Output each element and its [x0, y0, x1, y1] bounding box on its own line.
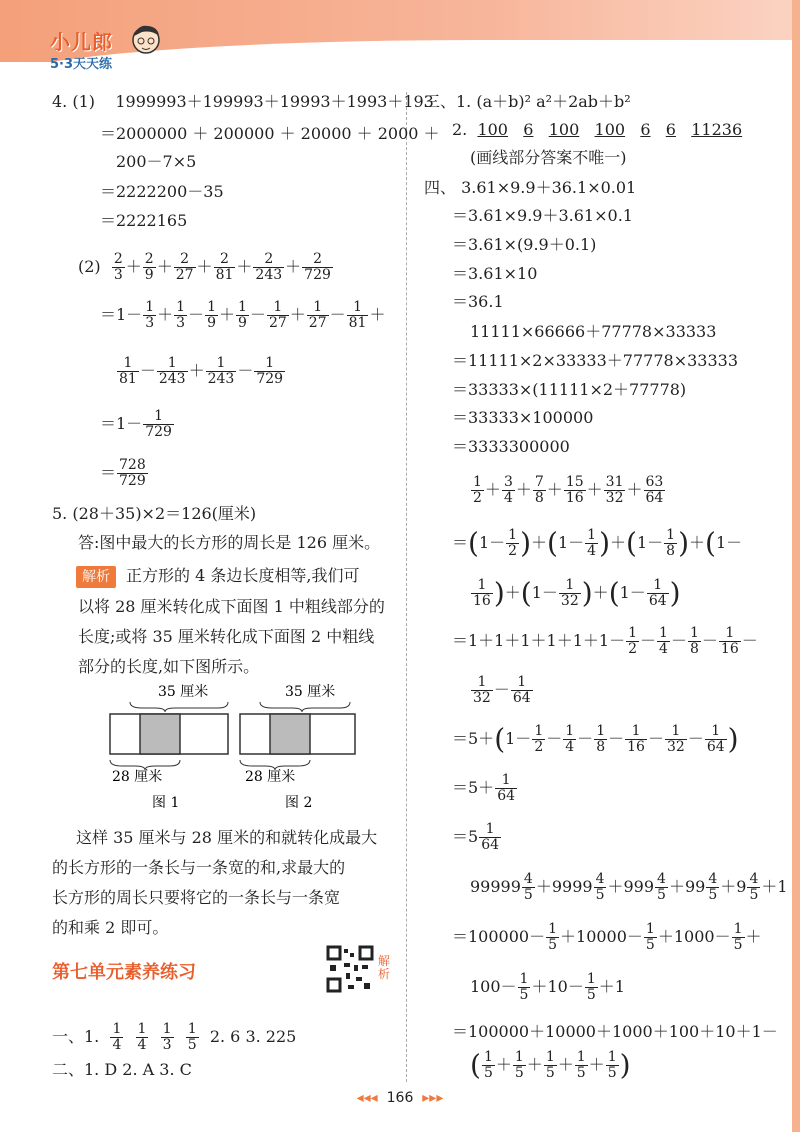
fraction: $\frac{1}{32}$: [473, 674, 491, 706]
fig1-caption: 图 1: [152, 795, 180, 811]
r-line-16: $\frac{1}{16}$ )＋(1－ $\frac{1}{32}$ )＋(1－ $\frac{1}{64}$ ): [473, 576, 681, 610]
fraction: $\frac{4}{5}$: [657, 871, 666, 903]
fraction: $\frac{1}{4}$: [659, 625, 668, 657]
q4b-line-3: $\frac{1}{81}$ － $\frac{1}{243}$ ＋ $\frac{1}{243}$ － $\frac{1}{729}$: [119, 355, 284, 387]
qr-label: 解析: [378, 954, 391, 981]
fraction: $\frac{1}{5}$: [645, 921, 655, 953]
fraction: $\frac{1}{729}$: [145, 408, 172, 440]
fraction: $\frac{3}{4}$: [503, 474, 513, 506]
fraction: $\frac{1}{5}$: [187, 1021, 197, 1053]
r-line-8: ＝36.1: [452, 292, 504, 311]
brand-logo: [50, 26, 113, 72]
q5-answer: 答:图中最大的长方形的周长是 126 厘米。: [78, 533, 381, 552]
fraction: $\frac{2}{27}$: [175, 251, 194, 283]
fraction: $\frac{1}{64}$: [648, 577, 667, 609]
fig2-caption: 图 2: [285, 795, 313, 811]
fraction: $\frac{1}{27}$: [308, 299, 327, 331]
q5-explain-4: 部分的长度,如下图所示。: [78, 657, 260, 676]
fraction: $\frac{1}{5}$: [548, 921, 558, 953]
fig2-bottom-label: 28 厘米: [245, 769, 296, 785]
q5-explain-7: 长方形的周长只要将它的一条长与一条宽: [52, 888, 341, 907]
q4b-line-1: (2) $\frac{2}{3}$ ＋ $\frac{2}{9}$ ＋ $\frac{2}{27}$ ＋ $\frac{2}{81}$ ＋ $\frac{2}{243}$ ＋ $\frac{2}{729}$: [78, 251, 331, 283]
fraction: $\frac{1}{4}$: [137, 1021, 147, 1053]
q4-line-2: ＝2000000 ＋ 200000 ＋ 20000 ＋ 2000 ＋: [100, 124, 440, 143]
r-line-15: ＝(1－ $\frac{1}{2}$ )＋(1－ $\frac{1}{4}$ )＋(1－ $\frac{1}{8}$ )＋(1－: [452, 526, 743, 560]
q4b-line-2: ＝1－ $\frac{1}{3}$ ＋ $\frac{1}{3}$ － $\frac{1}{9}$ ＋ $\frac{1}{9}$ － $\frac{1}{27}$ ＋ $\frac{1}{27}$ － $\frac{1}{81}$ ＋: [100, 299, 386, 331]
fraction: $\frac{4}{5}$: [523, 871, 533, 903]
fraction: $\frac{1}{64}$: [497, 772, 516, 804]
fraction: $\frac{4}{5}$: [595, 871, 605, 903]
fraction: $\frac{7}{8}$: [534, 474, 544, 506]
fraction: $\frac{1}{81}$: [119, 355, 137, 387]
r-line-5: ＝3.61×9.9＋3.61×0.1: [452, 206, 633, 225]
fig1-square: [140, 714, 180, 754]
fraction: $\frac{1}{8}$: [666, 527, 676, 559]
fraction: $\frac{1}{5}$: [576, 1049, 586, 1081]
fraction: $\frac{31}{32}$: [605, 474, 624, 506]
fraction: $\frac{1}{5}$: [607, 1049, 617, 1081]
r-line-12: ＝33333×100000: [452, 408, 594, 427]
r-line-22: 99999 $\frac{4}{5}$ ＋9999 $\frac{4}{5}$ ＋999 $\frac{4}{5}$ ＋99 $\frac{4}{5}$ ＋9 $\frac{4}{5}$ ＋1: [470, 871, 788, 903]
r-line-20: ＝5＋ $\frac{1}{64}$: [452, 772, 516, 804]
side-bar: [792, 0, 800, 1132]
r-line-2: 2. 100 6 100 100 6 6 11236: [452, 120, 743, 139]
r-line-10: ＝11111×2×33333＋77778×33333: [452, 351, 738, 370]
q5-explain-6: 的长方形的一条长与一条宽的和,求最大的: [52, 858, 346, 877]
fraction: $\frac{1}{3}$: [162, 1021, 172, 1053]
next-arrows-icon: ▸▸▸: [422, 1090, 444, 1106]
fraction: $\frac{1}{243}$: [207, 355, 235, 387]
fraction: $\frac{1}{2}$: [628, 625, 638, 657]
r-line-7: ＝3.61×10: [452, 264, 538, 283]
r-line-4: 四、 3.61×9.9＋36.1×0.01: [424, 178, 637, 197]
fraction: $\frac{1}{2}$: [534, 723, 544, 755]
logo-title: 小儿郎: [50, 30, 113, 54]
fraction: $\frac{15}{16}$: [565, 474, 584, 506]
fraction: $\frac{1}{81}$: [348, 299, 367, 331]
q4b-line-5: ＝ $\frac{728}{729}$: [100, 457, 146, 489]
q4-line-3: 200－7×5: [116, 152, 197, 171]
r-line-14: $\frac{1}{2}$ ＋ $\frac{3}{4}$ ＋ $\frac{7}{8}$ ＋ $\frac{15}{16}$ ＋ $\frac{31}{32}$ ＋ $\frac{63}{64}$: [473, 474, 664, 506]
fraction: $\frac{1}{5}$: [545, 1049, 555, 1081]
r-line-1: 三、1. (a＋b)² a²＋2ab＋b²: [424, 92, 631, 111]
fraction: $\frac{4}{5}$: [708, 871, 718, 903]
fig1-bottom-label: 28 厘米: [112, 769, 163, 785]
fraction: $\frac{1}{5}$: [733, 921, 743, 953]
fraction: $\frac{1}{243}$: [158, 355, 186, 387]
fig2-top-label: 35 厘米: [285, 684, 336, 700]
fig1-top-label: 35 厘米: [158, 684, 209, 700]
r-line-23: ＝100000－ $\frac{1}{5}$ ＋10000－ $\frac{1}{5}$ ＋1000－ $\frac{1}{5}$ ＋: [452, 921, 762, 953]
fraction: $\frac{1}{64}$: [706, 723, 725, 755]
fraction: $\frac{4}{5}$: [749, 871, 759, 903]
r-line-19: ＝5＋(1－ $\frac{1}{2}$ － $\frac{1}{4}$ － $\frac{1}{8}$ － $\frac{1}{16}$ － $\frac{1}{32}$ － $\frac{1}{64}$ ): [452, 722, 739, 756]
fraction: $\frac{2}{9}$: [144, 251, 154, 283]
r-line-17: ＝1＋1＋1＋1＋1＋1－ $\frac{1}{2}$ － $\frac{1}{4}$ － $\frac{1}{8}$ － $\frac{1}{16}$ －: [452, 625, 758, 657]
fraction: $\frac{63}{64}$: [645, 474, 664, 506]
fraction: $\frac{2}{3}$: [113, 251, 123, 283]
q5-line-1: 5. (28＋35)×2＝126(厘米): [52, 504, 257, 523]
section-title: 第七单元素养练习: [52, 962, 196, 983]
fraction: $\frac{1}{729}$: [256, 355, 284, 387]
fraction: $\frac{1}{27}$: [268, 299, 287, 331]
logo-subtitle: 5·3天天练: [50, 57, 113, 72]
r-line-26: ( $\frac{1}{5}$ ＋ $\frac{1}{5}$ ＋ $\frac{1}{5}$ ＋ $\frac{1}{5}$ ＋ $\frac{1}{5}$ ): [470, 1048, 631, 1082]
fraction: $\frac{1}{64}$: [481, 821, 500, 853]
fraction: $\frac{728}{729}$: [119, 457, 146, 489]
fraction: $\frac{1}{9}$: [207, 299, 216, 331]
fraction: $\frac{1}{8}$: [596, 723, 606, 755]
r-line-6: ＝3.61×(9.9＋0.1): [452, 235, 597, 254]
r-line-3: (画线部分答案不唯一): [470, 148, 627, 167]
fraction: $\frac{1}{16}$: [627, 723, 645, 755]
fraction: $\frac{1}{8}$: [689, 625, 699, 657]
fraction: $\frac{1}{32}$: [666, 723, 685, 755]
fraction: $\frac{2}{81}$: [215, 251, 234, 283]
mascot-icon: [128, 22, 164, 58]
fraction: $\frac{1}{4}$: [587, 527, 597, 559]
r-line-18: $\frac{1}{32}$ － $\frac{1}{64}$: [473, 674, 531, 706]
s1-answers: 一、1. $\frac{1}{4}$ $\frac{1}{4}$ $\frac{1}{3}$ $\frac{1}{5}$ 2. 6 3. 225: [52, 1021, 297, 1053]
fraction: $\frac{1}{4}$: [112, 1021, 122, 1053]
r-line-13: ＝3333300000: [452, 437, 570, 456]
fraction: $\frac{1}{3}$: [145, 299, 155, 331]
fraction: $\frac{1}{2}$: [473, 474, 482, 506]
prev-arrows-icon: ◂◂◂: [356, 1090, 378, 1106]
fraction: $\frac{1}{16}$: [473, 577, 491, 609]
fraction: $\frac{2}{243}$: [255, 251, 283, 283]
q4-line-5: ＝2222165: [100, 211, 188, 230]
r-line-24: 100－ $\frac{1}{5}$ ＋10－ $\frac{1}{5}$ ＋1: [470, 971, 625, 1003]
q5-explain-3: 长度;或将 35 厘米转化成下面图 2 中粗线: [78, 627, 375, 646]
q4-line-1: 4. (1) 1999993＋199993＋19993＋1993＋193: [52, 92, 434, 111]
fraction: $\frac{1}{5}$: [586, 971, 596, 1003]
fraction: $\frac{1}{5}$: [483, 1049, 493, 1081]
fig2-square: [270, 714, 310, 754]
r-line-25: ＝100000＋10000＋1000＋100＋10＋1－: [452, 1022, 778, 1041]
fraction: $\frac{1}{64}$: [512, 674, 531, 706]
s2-answers: 二、1. D 2. A 3. C: [52, 1060, 192, 1079]
fraction: $\frac{1}{3}$: [176, 299, 186, 331]
fraction: $\frac{1}{4}$: [565, 723, 575, 755]
jiexi-badge: 解析: [76, 566, 116, 588]
r-line-9: 11111×66666＋77778×33333: [470, 322, 717, 341]
q4-line-4: ＝2222200－35: [100, 182, 224, 201]
fraction: $\frac{1}{5}$: [519, 971, 529, 1003]
qr-code-icon[interactable]: [326, 945, 374, 993]
q5-explain-8: 的和乘 2 即可。: [52, 918, 169, 937]
fraction: $\frac{1}{5}$: [514, 1049, 524, 1081]
fraction: $\frac{1}{16}$: [720, 625, 739, 657]
column-divider: [406, 92, 407, 1082]
fraction: $\frac{1}{32}$: [560, 577, 579, 609]
fraction: $\frac{2}{729}$: [304, 251, 331, 283]
fraction: $\frac{1}{2}$: [508, 527, 518, 559]
r-line-21: ＝5 $\frac{1}{64}$: [452, 821, 500, 853]
r-line-11: ＝33333×(11111×2＋77778): [452, 380, 687, 399]
page-footer: [0, 1090, 800, 1106]
page-number: 166: [386, 1090, 414, 1106]
rectangle-figures: [100, 680, 390, 815]
q5-explain-1: 解析 正方形的 4 条边长度相等,我们可: [76, 566, 359, 588]
fraction: $\frac{1}{9}$: [238, 299, 247, 331]
q4b-line-4: ＝1－ $\frac{1}{729}$: [100, 408, 172, 440]
q5-explain-5: 这样 35 厘米与 28 厘米的和就转化成最大: [76, 828, 378, 847]
q5-explain-2: 以将 28 厘米转化成下面图 1 中粗线部分的: [78, 597, 385, 616]
